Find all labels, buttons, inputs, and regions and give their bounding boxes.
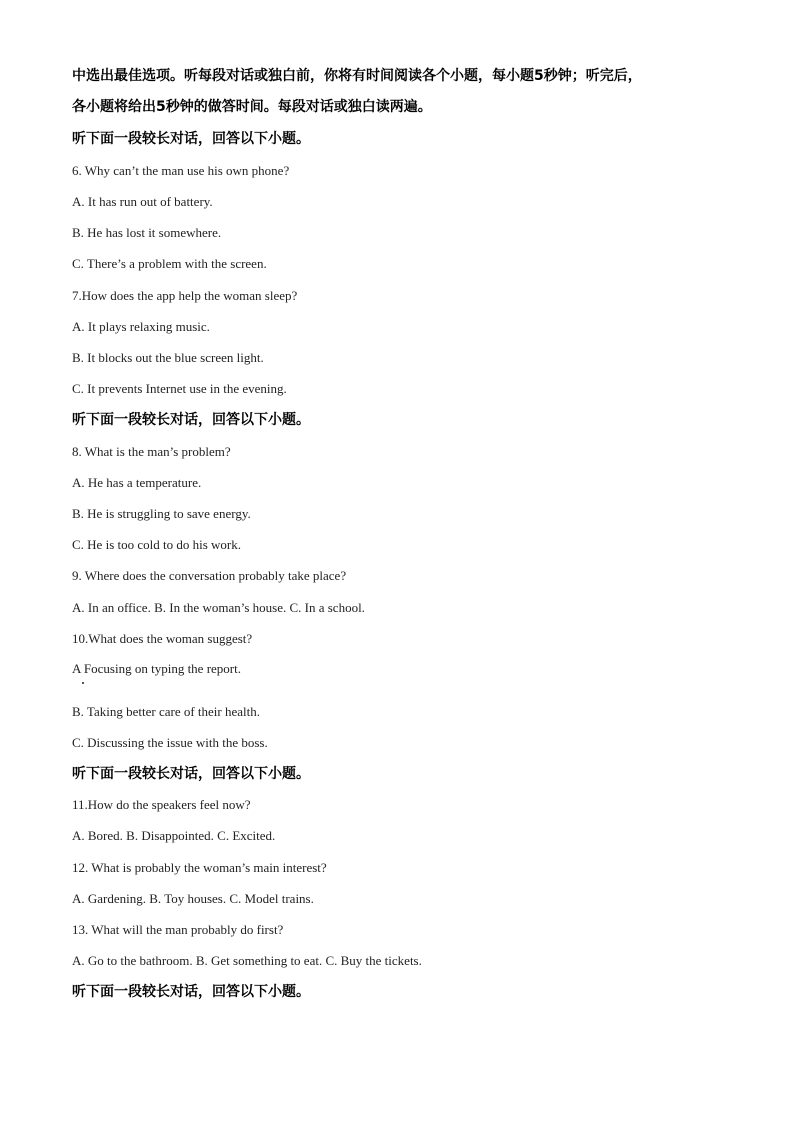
question-10-option-b: B. Taking better care of their health. <box>72 704 260 719</box>
question-8-stem: 8. What is the man’s problem? <box>72 444 231 459</box>
question-7-stem: 7.How does the app help the woman sleep? <box>72 288 298 303</box>
question-9-options: A. In an office. B. In the woman’s house. C. In a school. <box>72 600 365 615</box>
question-11-stem: 11.How do the speakers feel now? <box>72 797 251 812</box>
question-8-option-b: B. He is struggling to save energy. <box>72 506 251 521</box>
section-heading: 听下面一段较长对话，回答以下小题。 <box>72 412 310 428</box>
question-6-option-a: A. It has run out of battery. <box>72 194 213 209</box>
stray-mark <box>82 682 84 684</box>
question-8-option-a: A. He has a temperature. <box>72 475 202 490</box>
question-6-stem: 6. Why can’t the man use his own phone? <box>72 163 290 178</box>
question-7-option-c: C. It prevents Internet use in the evening. <box>72 381 287 396</box>
question-13-options: A. Go to the bathroom. B. Get something to eat. C. Buy the tickets. <box>72 953 422 968</box>
question-6-option-c: C. There’s a problem with the screen. <box>72 256 267 271</box>
section-heading: 听下面一段较长对话，回答以下小题。 <box>72 984 310 1000</box>
question-9-stem: 9. Where does the conversation probably take place? <box>72 568 347 583</box>
question-12-stem: 12. What is probably the woman’s main interest? <box>72 860 327 875</box>
question-12-options: A. Gardening. B. Toy houses. C. Model trains. <box>72 891 314 906</box>
question-13-stem: 13. What will the man probably do first? <box>72 922 284 937</box>
intro-line-2: 各小题将给出5秒钟的做答时间。每段对话或独白读两遍。 <box>72 99 432 115</box>
question-10-stem: 10.What does the woman suggest? <box>72 631 253 646</box>
question-10-option-c: C. Discussing the issue with the boss. <box>72 735 268 750</box>
question-7-option-b: B. It blocks out the blue screen light. <box>72 350 264 365</box>
question-11-options: A. Bored. B. Disappointed. C. Excited. <box>72 828 276 843</box>
section-heading: 听下面一段较长对话，回答以下小题。 <box>72 766 310 782</box>
section-heading: 听下面一段较长对话，回答以下小题。 <box>72 131 310 147</box>
intro-line-1: 中选出最佳选项。听每段对话或独白前，你将有时间阅读各个小题，每小题5秒钟；听完后， <box>72 68 642 84</box>
question-7-option-a: A. It plays relaxing music. <box>72 319 210 334</box>
question-6-option-b: B. He has lost it somewhere. <box>72 225 222 240</box>
question-8-option-c: C. He is too cold to do his work. <box>72 537 241 552</box>
question-10-option-a: A Focusing on typing the report. <box>72 661 241 676</box>
